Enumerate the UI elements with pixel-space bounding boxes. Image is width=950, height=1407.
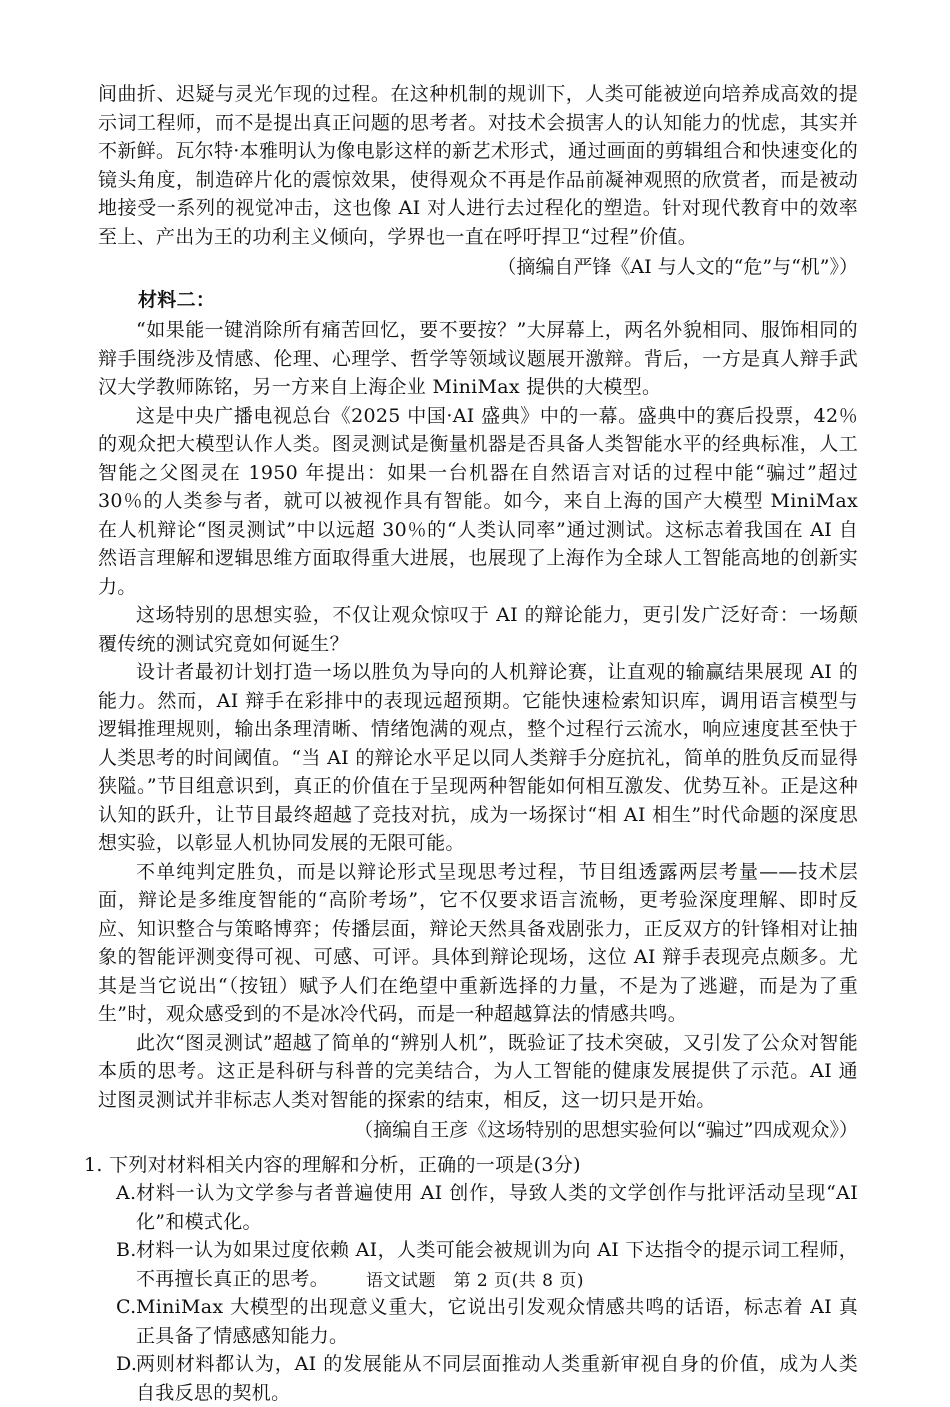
option-a xyxy=(98,1179,858,1236)
option-a-text: 材料一认为文学参与者普遍使用 AI 创作，导致人类的文学创作与批评活动呈现“AI 化”和模式化。 xyxy=(136,1182,858,1233)
option-d-letter: D. xyxy=(116,1353,138,1375)
material-1-paragraph-end: 间曲折、迟疑与灵光乍现的过程。在这种机制的规训下，人类可能被逆向培养成高效的提示词工程师，而不是提出真正问题的思考者。对技术会损害人的认知能力的忧虑，其实并不新鲜。瓦尔特·本雅明认为像电影这样的新艺术形式，通过画面的剪辑组合和快速变化的镜头角度，制造碎片化的震惊效果，使得观众不再是作品前凝神观照的欣赏者，而是被动地接受一系列的视觉冲击，这也像 AI 对人进行去过程化的塑造。针对现代教育中的效率至上、产出为王的功利主义倾向，学界也一直在呼吁捍卫“过程”价值。 xyxy=(98,83,858,248)
option-d xyxy=(98,1350,858,1407)
page-footer: 语文试题 第 2 页(共 8 页) xyxy=(365,1271,584,1291)
material-2-paragraph-3: 这场特别的思想实验，不仅让观众惊叹于 AI 的辩论能力，更引发广泛好奇：一场颠覆传统的测试究竟如何诞生？ xyxy=(98,604,858,655)
option-d-text: 两则材料都认为，AI 的发展能从不同层面推动人类重新审视自身的价值，成为人类自我反思的契机。 xyxy=(136,1353,858,1404)
option-b-text: 材料一认为如果过度依赖 AI，人类可能会被规训为向 AI 下达指令的提示词工程师，不再擅长真正的思考。 xyxy=(136,1239,858,1290)
option-a-letter: A. xyxy=(116,1182,137,1204)
material-2-paragraph-5: 不单纯判定胜负，而是以辩论形式呈现思考过程，节目组透露两层考量——技术层面，辩论是多维度智能的“高阶考场”，它不仅要求语言流畅，更考验深度理解、即时反应、知识整合与策略博弈；传播层面，辩论天然具备戏剧张力，正反双方的针锋相对让抽象的智能评测变得可视、可感、可评。具体到辩论现场，这位 AI 辩手表现亮点颇多。尤其是当它说出“（按钮）赋予人们在绝望中重新选择的力量，不是为了逃避，而是为了重生”时，观众感受到的不是冰冷代码，而是一种超越算法的情感共鸣。 xyxy=(98,860,858,1025)
material-2-heading: 材料二： xyxy=(138,288,216,311)
option-c-text: MiniMax 大模型的出现意义重大，它说出引发观众情感共鸣的话语，标志着 AI 真正具备了情感感知能力。 xyxy=(136,1296,858,1347)
option-c-letter: C. xyxy=(116,1296,137,1318)
material-1-source: （摘编自严锋《AI 与人文的“危”与“机”》） xyxy=(497,256,858,278)
option-c xyxy=(98,1293,858,1350)
option-b-letter: B. xyxy=(116,1239,137,1261)
question-1-stem: 1. 下列对材料相关内容的理解和分析，正确的一项是(3分) xyxy=(84,1153,581,1176)
material-2-paragraph-6: 此次“图灵测试”超越了简单的“辨别人机”，既验证了技术突破，又引发了公众对智能本质的思考。这正是科研与科普的完美结合，为人工智能的健康发展提供了示范。AI 通过图灵测试并非标志人类对智能的探索的结束，相反，这一切只是开始。 xyxy=(98,1031,858,1111)
page-content xyxy=(84,80,858,1407)
question-1-options xyxy=(98,1179,858,1407)
material-2-paragraph-1: “如果能一键消除所有痛苦回忆，要不要按？”大屏幕上，两名外貌相同、服饰相同的辩手围绕涉及情感、伦理、心理学、哲学等领域议题展开激辩。背后，一方是真人辩手武汉大学教师陈铭，另一方来自上海企业 MiniMax 提供的大模型。 xyxy=(98,319,858,398)
material-2-paragraph-2: 这是中央广播电视总台《2025 中国·AI 盛典》中的一幕。盛典中的赛后投票，42％的观众把大模型认作人类。图灵测试是衡量机器是否具备人类智能水平的经典标准，人工智能之父图灵在 1950 年提出：如果一台机器在自然语言对话的过程中能“骗过”超过 30％的人类参与者，就可以被视作具有智能。如今，来自上海的国产大模型 MiniMax 在人机辩论“图灵测试”中以远超 30％的“人类认同率”通过测试。这标志着我国在 AI 自然语言理解和逻辑思维方面取得重大进展，也展现了上海作为全球人工智能高地的创新实力。 xyxy=(98,404,858,598)
material-2-source: （摘编自王彦《这场特别的思想实验何以“骗过”四成观众》） xyxy=(354,1119,858,1141)
material-2-paragraph-4: 设计者最初计划打造一场以胜负为导向的人机辩论赛，让直观的输赢结果展现 AI 的能力。然而，AI 辩手在彩排中的表现远超预期。它能快速检索知识库，调用语言模型与逻辑推理规则，输出条理清晰、情绪饱满的观点，整个过程行云流水，响应速度甚至快于人类思考的时间阈值。“当 AI 的辩论水平足以同人类辩手分庭抗礼，简单的胜负反而显得狭隘。”节目组意识到，真正的价值在于呈现两种智能如何相互激发、优势互补。正是这种认知的跃升，让节目最终超越了竞技对抗，成为一场探讨“相 AI 相生”时代命题的深度思想实验，以彰显人机协同发展的无限可能。 xyxy=(98,661,858,854)
